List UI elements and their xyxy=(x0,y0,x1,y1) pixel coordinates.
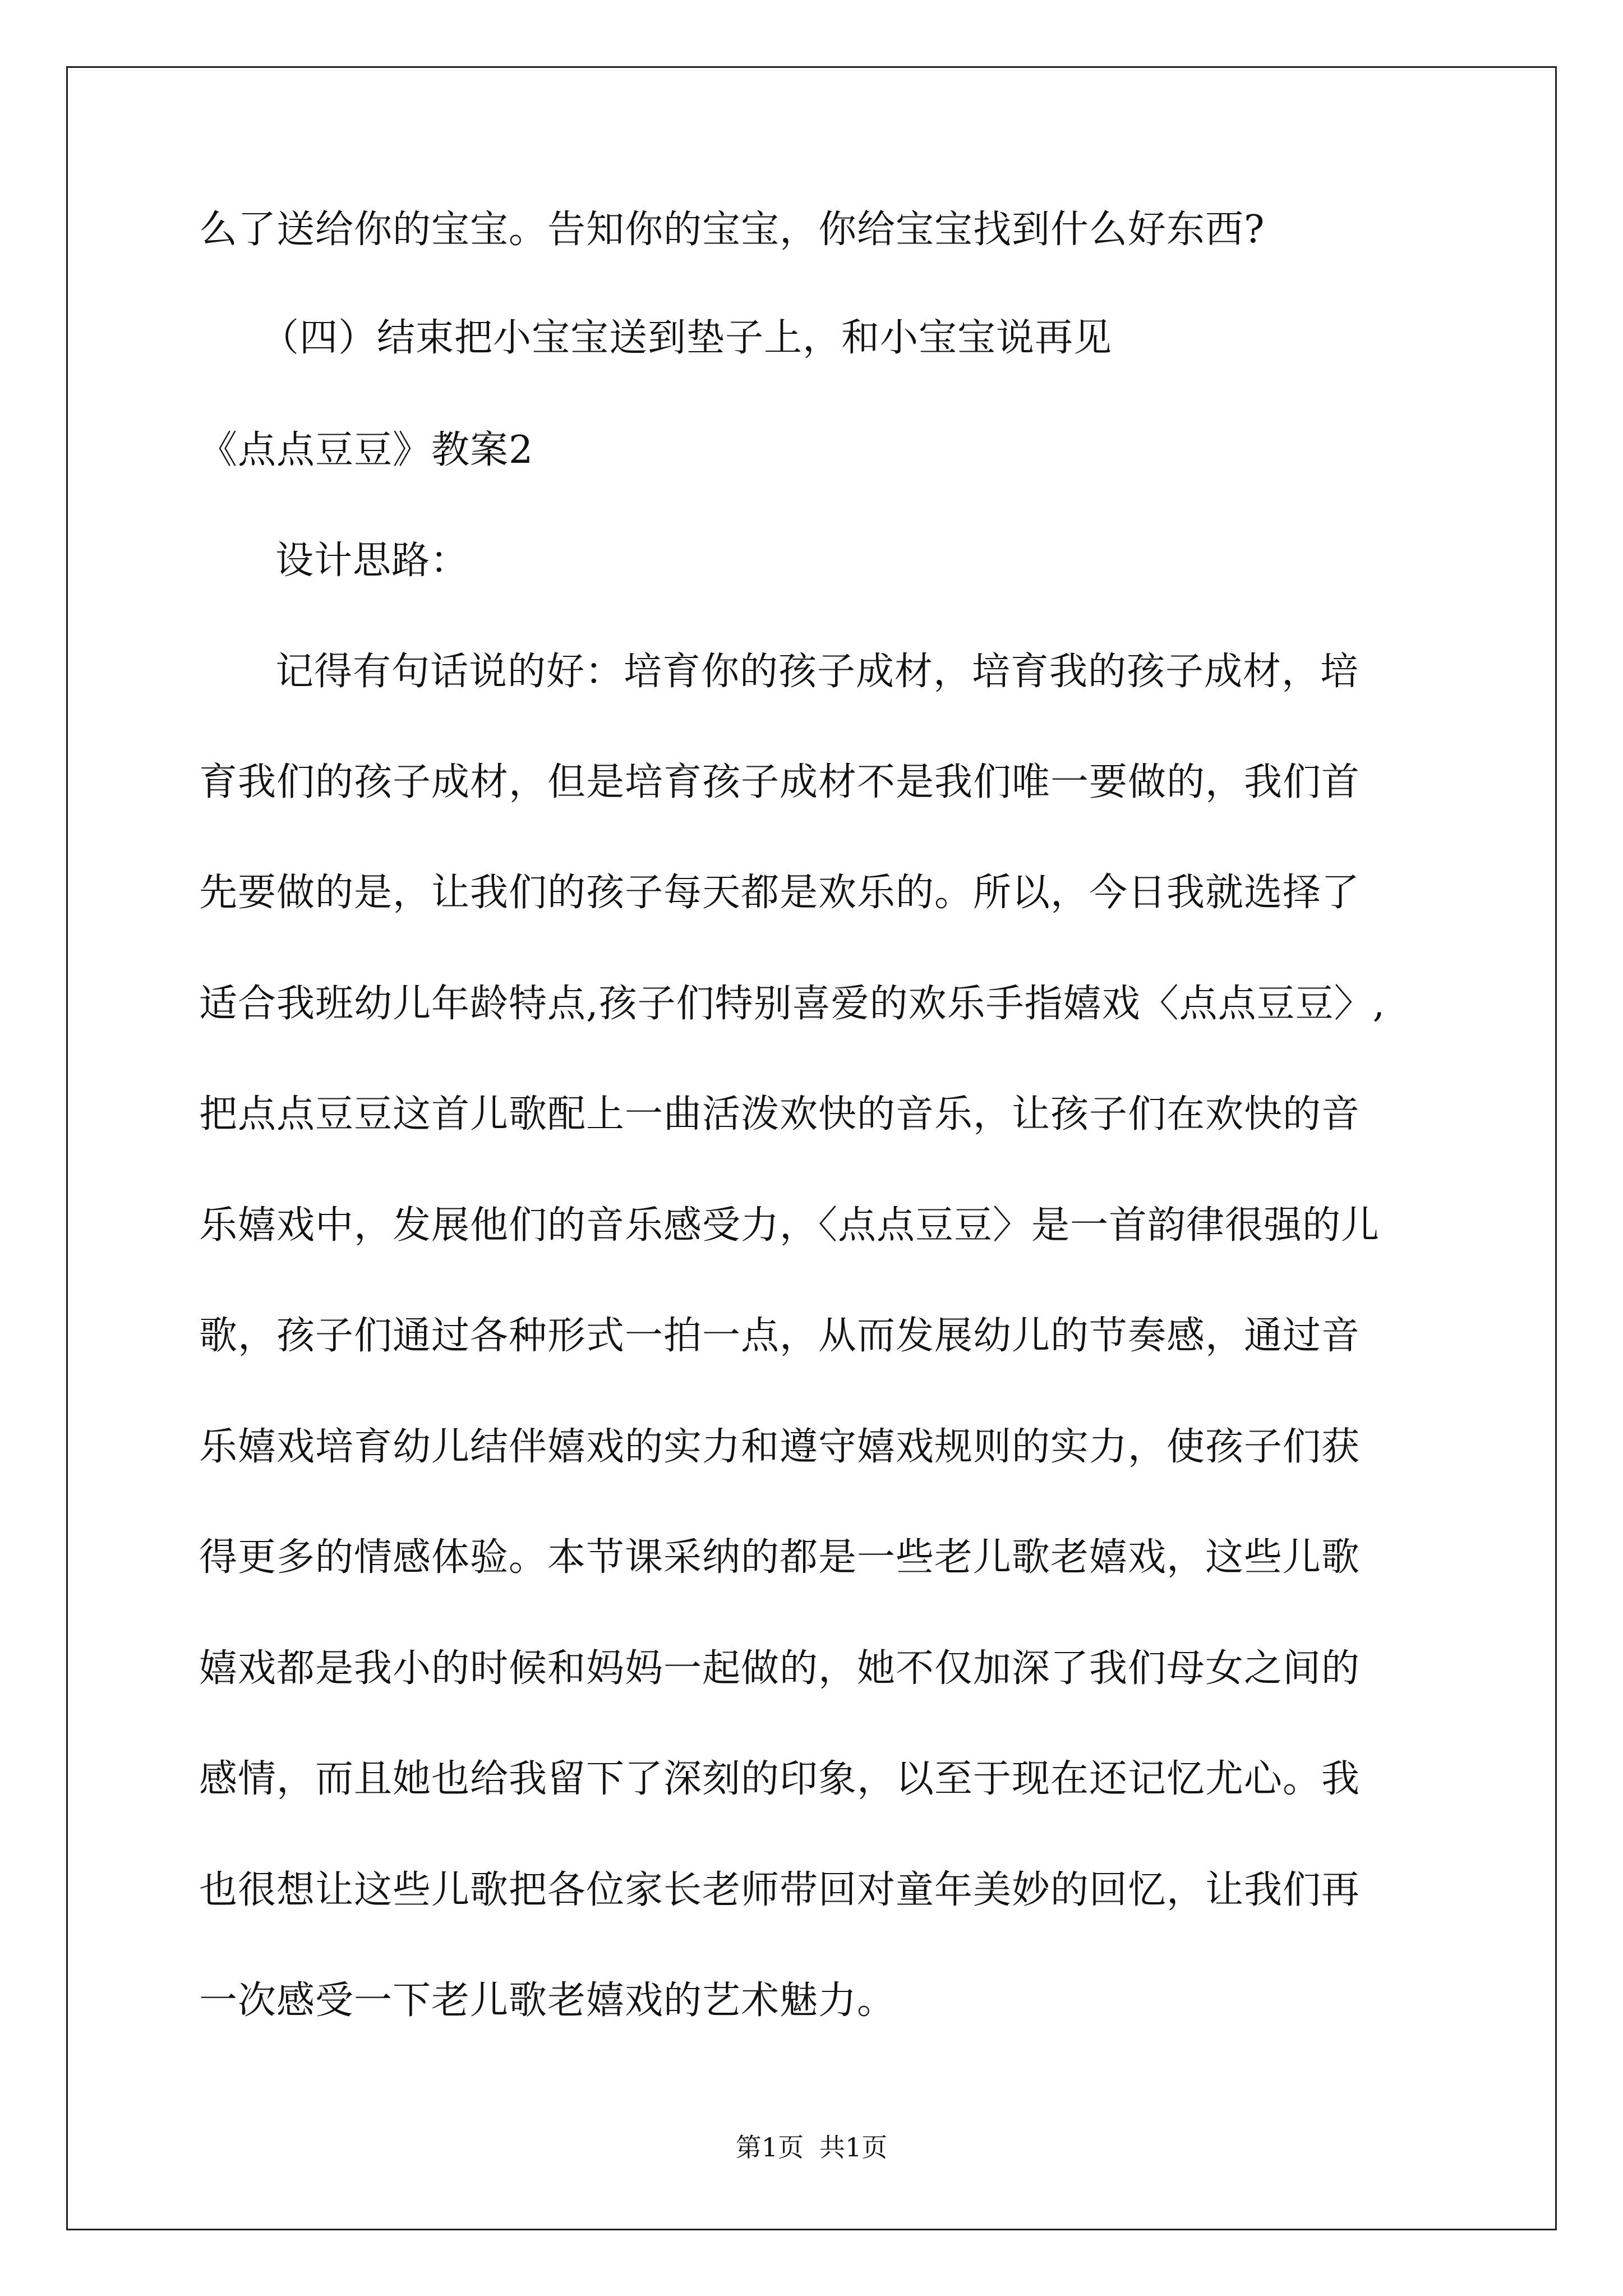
page-number-current: 第1页 xyxy=(735,2132,804,2162)
paragraph-line-11: 感情，而且她也给我留下了深刻的印象，以至于现在还记忆尤心。我 xyxy=(199,1757,1361,1801)
paragraph-line-3: 先要做的是，让我们的孩子每天都是欢乐的。所以，今日我就选择了 xyxy=(199,871,1361,915)
paragraph-line-13: 一次感受一下老儿歌老嬉戏的艺术魅力。 xyxy=(199,1978,896,2023)
paragraph-line-10: 嬉戏都是我小的时候和妈妈一起做的，她不仅加深了我们母女之间的 xyxy=(199,1646,1361,1691)
paragraph-line-7: 歌，孩子们通过各种形式一拍一点，从而发展幼儿的节奏感，通过音 xyxy=(199,1314,1361,1358)
paragraph-line-4: 适合我班幼儿年龄特点,孩子们特别喜爱的欢乐手指嬉戏〈点点豆豆〉, xyxy=(199,982,1386,1026)
lesson-plan-title: 《点点豆豆》教案2 xyxy=(199,428,534,472)
text-line-1: 么了送给你的宝宝。告知你的宝宝，你给宝宝找到什么好东西? xyxy=(199,208,1265,252)
paragraph-line-12: 也很想让这些儿歌把各位家长老师带回对童年美妙的回忆，让我们再 xyxy=(199,1868,1361,1912)
paragraph-line-2: 育我们的孩子成材，但是培育孩子成材不是我们唯一要做的，我们首 xyxy=(199,760,1361,804)
section-four-heading: （四）结束把小宝宝送到垫子上，和小宝宝说再见 xyxy=(261,316,1113,360)
page-number-total: 共1页 xyxy=(819,2132,888,2162)
paragraph-line-5: 把点点豆豆这首儿歌配上一曲活泼欢快的音乐，让孩子们在欢快的音 xyxy=(199,1092,1361,1137)
page-footer xyxy=(0,2131,1623,2164)
paragraph-line-6: 乐嬉戏中，发展他们的音乐感受力，〈点点豆豆〉是一首韵律很强的儿 xyxy=(199,1203,1380,1248)
paragraph-line-9: 得更多的情感体验。本节课采纳的都是一些老儿歌老嬉戏，这些儿歌 xyxy=(199,1535,1361,1580)
design-idea-heading: 设计思路： xyxy=(275,539,469,583)
paragraph-line-1: 记得有句话说的好：培育你的孩子成材，培育我的孩子成材，培 xyxy=(275,650,1359,694)
paragraph-line-8: 乐嬉戏培育幼儿结伴嬉戏的实力和遵守嬉戏规则的实力，使孩子们获 xyxy=(199,1425,1361,1469)
